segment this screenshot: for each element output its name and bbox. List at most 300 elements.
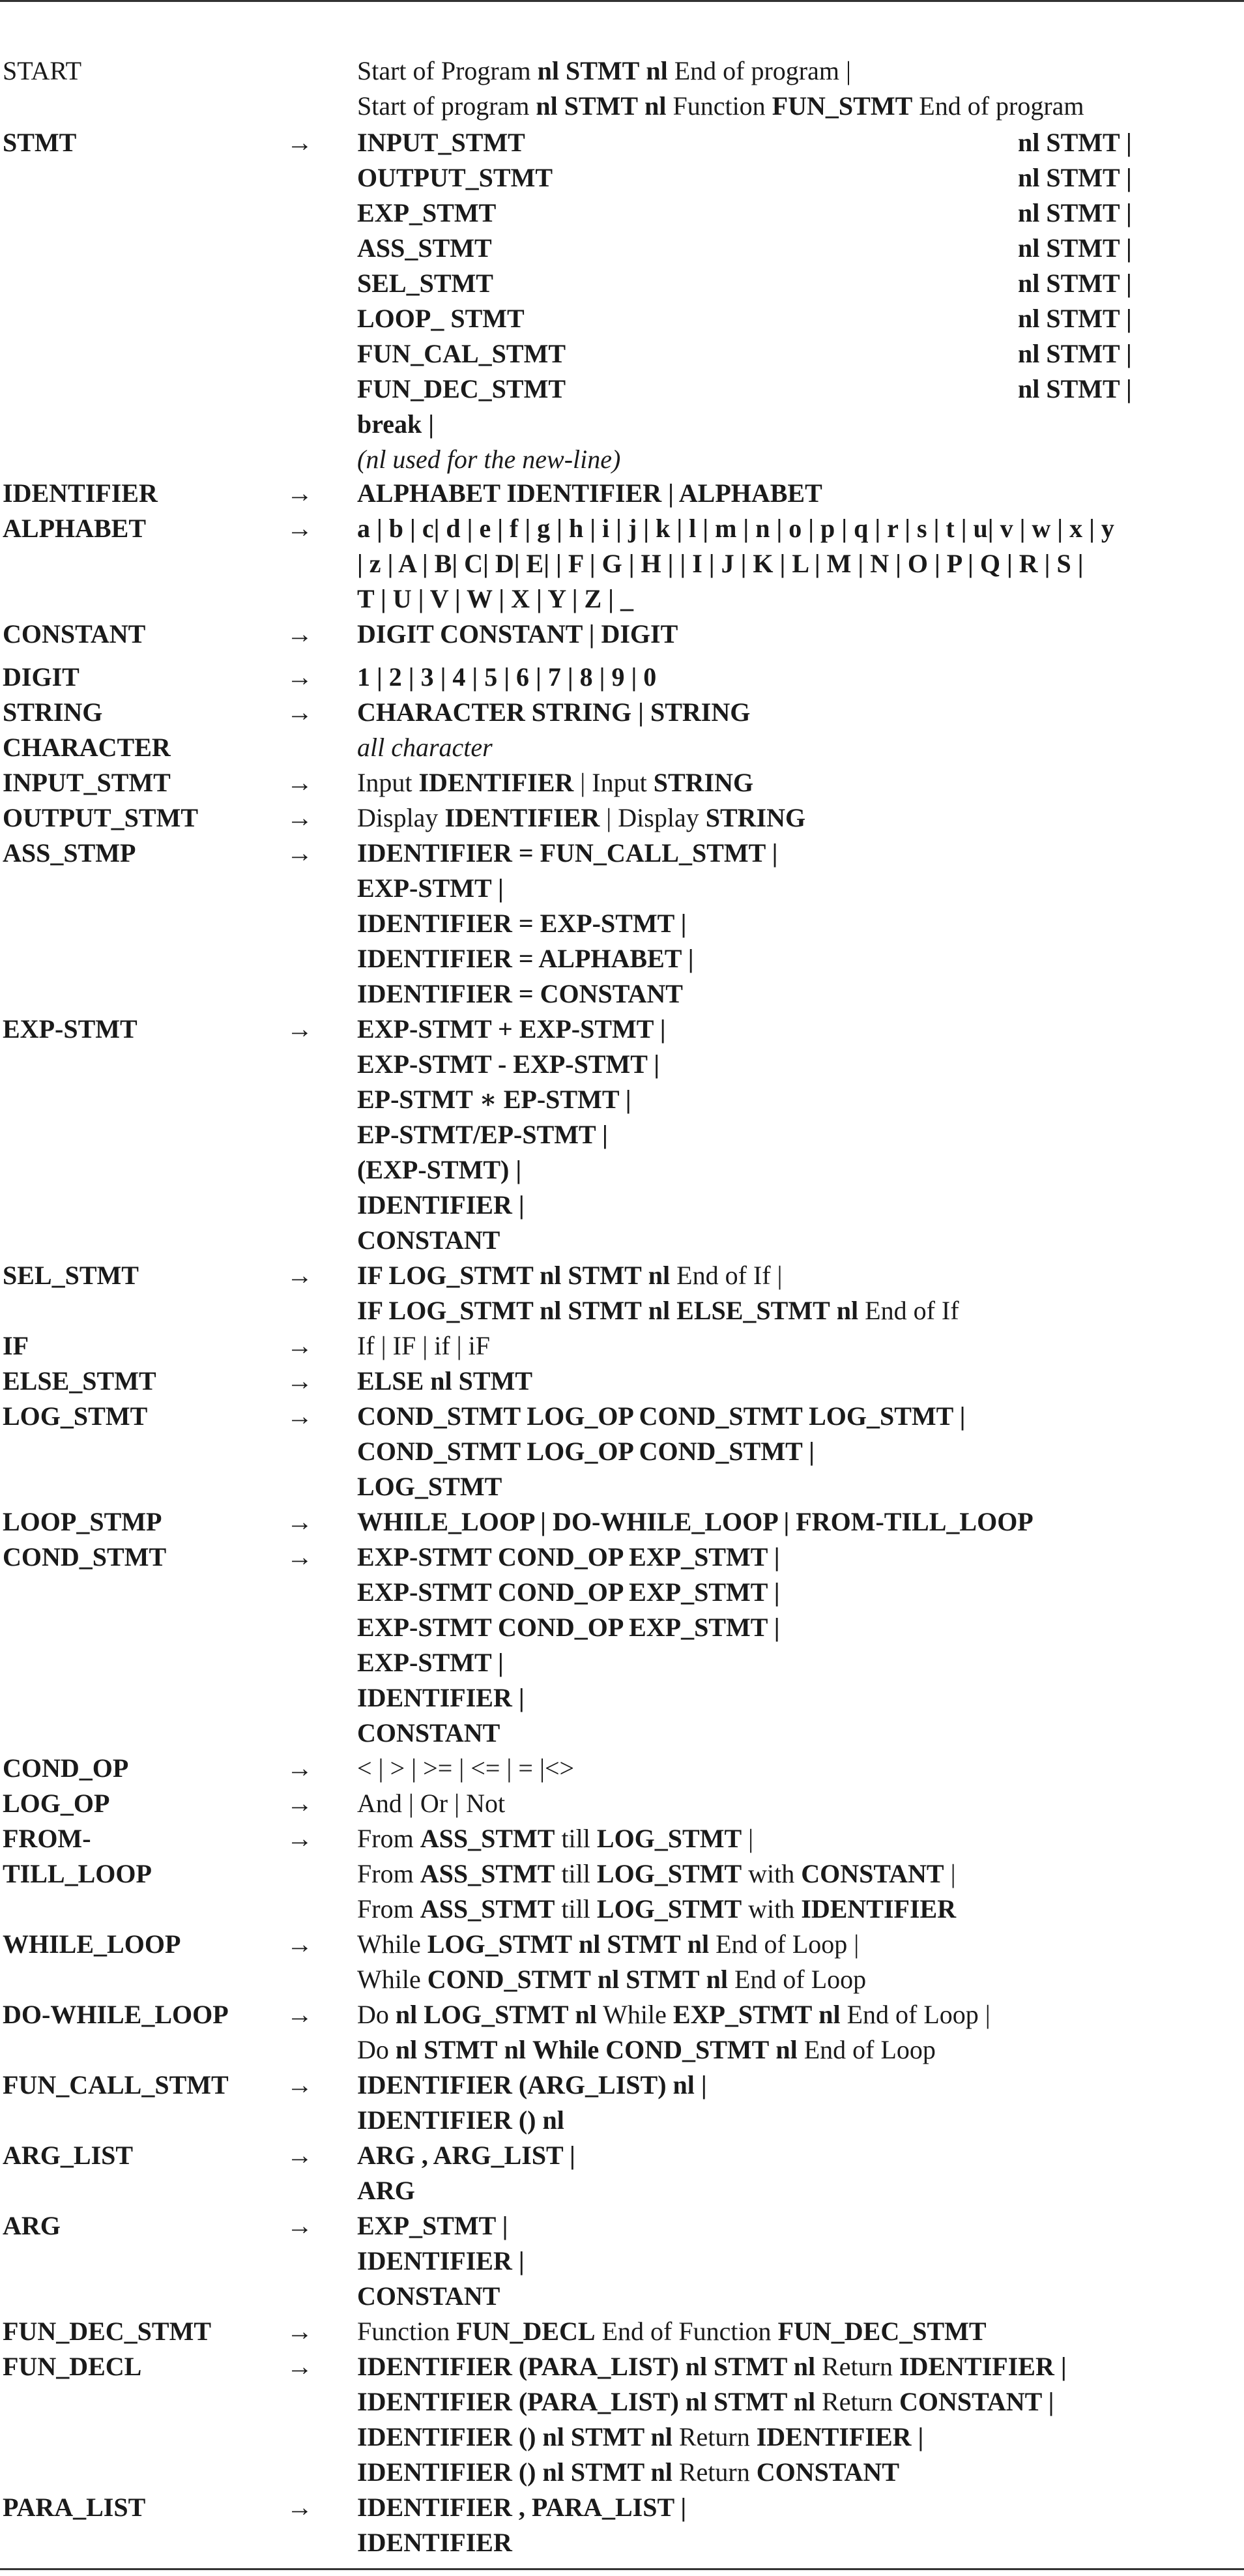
derives-arrow: → [287, 768, 313, 797]
rule-rhs-line [357, 695, 750, 730]
rhs-segment [619, 1965, 626, 1994]
rhs-segment: IDENTIFIER (ARG_LIST) nl | [357, 2070, 707, 2100]
rule-lhs: ARG [3, 2211, 61, 2240]
rule-rhs-line [357, 407, 434, 442]
rule-rhs-line [357, 2314, 987, 2349]
rhs-segment: LOG_STMT [596, 1894, 742, 1924]
rhs-segment: ASS_STMT [357, 233, 492, 263]
rhs-segment: End of Function [595, 2317, 778, 2346]
derives-arrow: → [287, 1014, 313, 1044]
rhs-segment: Display [357, 803, 445, 832]
rhs-segment [769, 2035, 775, 2064]
rhs-segment: FUN_DEC_STMT [357, 374, 566, 403]
rhs-segment: LOG_STMT [596, 1824, 742, 1853]
rhs-segment: End of program | [667, 56, 851, 85]
rhs-segment: IDENTIFIER [357, 2528, 512, 2557]
rule-lhs: LOG_OP [3, 1789, 110, 1818]
rhs-segment: nl [395, 2000, 418, 2029]
rule-rhs-line [357, 2525, 512, 2560]
rule-rhs-line [357, 1856, 956, 1892]
rule-rhs-line [357, 2173, 415, 2208]
rhs-segment: End of Loop | [709, 1929, 860, 1959]
rule-lhs: ELSE_STMT [3, 1366, 156, 1396]
rhs-segment: IDENTIFIER () nl STMT nl [357, 2457, 673, 2487]
rule-rhs-line [357, 2455, 899, 2490]
rule-lhs: ALPHABET [3, 514, 147, 543]
rhs-segment: Do [357, 2035, 396, 2064]
rhs-segment: ALPHABET IDENTIFIER | ALPHABET [357, 478, 822, 508]
rhs-segment: COND_STMT LOG_OP COND_STMT | [357, 1437, 815, 1466]
rhs-segment: a | b | c| d | e | f | g | h | i | j | k | l | m | n | o | p | q | r | s | t | u| v | w | x | y [357, 514, 1114, 543]
rule-rhs-line [357, 1540, 780, 1575]
rhs-segment: nl [687, 1929, 710, 1959]
rule-lhs: INPUT_STMT [3, 768, 171, 797]
derives-arrow: → [287, 1366, 313, 1396]
rhs-segment: | z | A | B| C| D| E| | F | G | H | | I | J | K | L | M | N | O | P | Q | R | S | [357, 549, 1084, 578]
rule-lhs: WHILE_LOOP [3, 1929, 181, 1959]
rule-rhs-line [357, 2068, 707, 2103]
rhs-segment: FUN_STMT [772, 91, 913, 121]
rhs-segment: EXP_STMT [357, 198, 497, 227]
rule-rhs-line [357, 1117, 608, 1152]
bottom-rule [0, 2568, 1244, 2570]
rhs-segment: IDENTIFIER (PARA_LIST) nl STMT nl [357, 2387, 816, 2416]
rhs-segment: ARG [357, 2176, 415, 2205]
rule-lhs: FUN_CALL_STMT [3, 2070, 229, 2100]
rhs-segment [561, 1261, 568, 1290]
rhs-segment: Return [672, 2422, 757, 2452]
rule-rhs-line [357, 1188, 525, 1223]
rule-rhs-line [357, 1082, 631, 1117]
rhs-segment: nl STMT | [1018, 339, 1132, 368]
rhs-segment: DIGIT CONSTANT | DIGIT [357, 619, 678, 649]
rhs-segment: End of If [858, 1296, 959, 1325]
rhs-segment: CONSTANT [801, 1859, 944, 1888]
rule-rhs-line [357, 2349, 1067, 2384]
rhs-segment: nl STMT | [1018, 163, 1132, 192]
rule-lhs: DO-WHILE_LOOP [3, 2000, 229, 2029]
derives-arrow: → [287, 128, 313, 157]
rule-rhs-line [357, 2490, 686, 2525]
derives-arrow: → [287, 2352, 313, 2381]
rhs-segment: ARG , ARG_LIST | [357, 2141, 575, 2170]
rule-rhs-line [357, 2032, 936, 2068]
rhs-segment: IDENTIFIER = CONSTANT [357, 979, 683, 1008]
rule-rhs-line [357, 1258, 783, 1293]
rhs-segment: IDENTIFIER () nl [357, 2105, 564, 2135]
rhs-segment: While COND_STMT [532, 2035, 770, 2064]
rule-rhs-line [357, 546, 1084, 581]
rhs-segment [600, 1929, 607, 1959]
rule-rhs-line [357, 2279, 500, 2314]
rule-rhs-line [357, 160, 1132, 196]
rhs-segment: EXP_STMT | [357, 2211, 508, 2240]
rhs-segment: nl [644, 91, 667, 121]
rule-lhs-continued: TILL_LOOP [3, 1859, 152, 1888]
rhs-segment: 1 | 2 | 3 | 4 | 5 | 6 | 7 | 8 | 9 | 0 [357, 662, 657, 692]
rule-lhs: CONSTANT [3, 619, 146, 649]
rhs-segment: nl STMT | [1018, 198, 1132, 227]
rhs-segment: End of Loop [797, 2035, 936, 2064]
rule-rhs-line [357, 1575, 780, 1610]
rhs-segment: STMT [565, 56, 640, 85]
rhs-segment: While [357, 1929, 427, 1959]
rhs-segment: STMT [568, 1296, 642, 1325]
rhs-segment: STRING [705, 803, 806, 832]
derives-arrow: → [287, 1824, 313, 1853]
rhs-segment: LOOP_ STMT [357, 304, 525, 333]
derives-arrow: → [287, 1261, 313, 1290]
rule-rhs-line [357, 1328, 490, 1364]
rhs-segment: | Input [573, 768, 654, 797]
rhs-segment: | Display [600, 803, 706, 832]
rule-lhs: COND_OP [3, 1753, 129, 1783]
rhs-segment: nl STMT | [1018, 128, 1132, 157]
rule-rhs-line [357, 125, 1132, 160]
rhs-segment: nl [648, 1296, 671, 1325]
derives-arrow: → [287, 1331, 313, 1360]
rhs-segment: Return [815, 2352, 899, 2381]
rhs-segment [558, 91, 564, 121]
rule-lhs: DIGIT [3, 662, 80, 692]
rhs-segment: IDENTIFIER | [357, 1190, 525, 1220]
rhs-segment: | [944, 1859, 956, 1888]
rule-rhs-line [357, 765, 753, 800]
rule-lhs: COND_STMT [3, 1542, 167, 1572]
rule-lhs: CHARACTER [3, 733, 171, 762]
rhs-segment [700, 1965, 706, 1994]
rhs-segment [498, 2035, 504, 2064]
rule-rhs-line [357, 941, 694, 976]
rhs-segment [639, 56, 646, 85]
rhs-segment: Function [666, 91, 772, 121]
derives-arrow: → [287, 1929, 313, 1959]
derives-arrow: → [287, 2070, 313, 2100]
rule-rhs-line [357, 836, 777, 871]
rule-rhs-line [357, 2384, 1054, 2420]
rule-rhs-line [357, 1293, 959, 1328]
derives-arrow: → [287, 2000, 313, 2029]
rule-rhs-line [357, 372, 1132, 407]
rhs-segment [561, 1296, 568, 1325]
rhs-segment: nl [836, 1296, 859, 1325]
rhs-segment: LOG_STMT [357, 1472, 502, 1501]
rule-rhs-line [357, 1399, 965, 1434]
rhs-segment: till [555, 1824, 597, 1853]
rhs-segment: nl STMT | [1018, 233, 1132, 263]
rule-lhs: OUTPUT_STMT [3, 803, 199, 832]
rhs-segment: IDENTIFIER | [756, 2422, 924, 2452]
rhs-segment: IDENTIFIER [801, 1894, 957, 1924]
rhs-segment: ASS_STMT [420, 1859, 555, 1888]
rule-rhs-line [357, 2420, 923, 2455]
rhs-segment: WHILE_LOOP | DO-WHILE_LOOP | FROM-TILL_LOOP [357, 1507, 1034, 1536]
rhs-segment: EXP-STMT + EXP-STMT | [357, 1014, 666, 1044]
rule-rhs-line [357, 1962, 866, 1997]
derives-arrow: → [287, 1542, 313, 1572]
rhs-segment: FUN_DEC_STMT [777, 2317, 987, 2346]
derives-arrow: → [287, 2317, 313, 2346]
rhs-segment: break | [357, 409, 435, 439]
rhs-segment: FUN_CAL_STMT [357, 339, 566, 368]
rhs-segment: IDENTIFIER | [357, 1683, 525, 1712]
rule-rhs-line [357, 581, 633, 617]
rule-rhs-line [357, 1504, 1034, 1540]
rule-rhs-line [357, 1927, 859, 1962]
rule-rhs-line [357, 730, 493, 765]
top-rule [0, 0, 1244, 2]
rhs-segment [572, 1929, 579, 1959]
rhs-segment: End of program [912, 91, 1084, 121]
rhs-segment: ASS_STMT [420, 1894, 555, 1924]
rule-rhs-line [357, 336, 1132, 372]
derives-arrow: → [287, 514, 313, 543]
rule-lhs: IDENTIFIER [3, 478, 158, 508]
rhs-segment: IDENTIFIER | [899, 2352, 1067, 2381]
rule-lhs: EXP-STMT [3, 1014, 137, 1044]
rhs-segment: LOG_STMT [596, 1859, 742, 1888]
rhs-segment: ELSE nl STMT [357, 1366, 533, 1396]
rhs-segment: IDENTIFIER [444, 803, 600, 832]
rule-lhs: ASS_STMP [3, 838, 136, 868]
rhs-segment: IDENTIFIER = ALPHABET | [357, 944, 694, 973]
rhs-segment: IDENTIFIER () nl STMT nl [357, 2422, 673, 2452]
rhs-segment: STMT [607, 1929, 681, 1959]
derives-arrow: → [287, 1753, 313, 1783]
rhs-segment: LOG_STMT [427, 1929, 572, 1959]
rhs-segment [591, 1965, 598, 1994]
rhs-segment [681, 1929, 687, 1959]
rhs-segment [569, 2000, 575, 2029]
rhs-segment: with [742, 1894, 802, 1924]
rhs-segment: nl [775, 2035, 798, 2064]
rhs-segment: with [742, 1859, 802, 1888]
rhs-segment: ELSE_STMT [676, 1296, 830, 1325]
rhs-segment: STMT [424, 2035, 498, 2064]
rhs-segment: Return [672, 2457, 757, 2487]
rule-rhs-line [357, 231, 1132, 266]
rhs-segment: Input [357, 768, 419, 797]
rhs-segment: EXP-STMT COND_OP EXP_STMT | [357, 1613, 780, 1642]
rule-rhs-line [357, 476, 822, 511]
rhs-segment [830, 1296, 837, 1325]
rule-lhs: STRING [3, 697, 103, 727]
rhs-segment: nl [575, 2000, 597, 2029]
rule-rhs-line [357, 2244, 525, 2279]
rhs-segment: And | Or | Not [357, 1789, 506, 1818]
rule-rhs-line [357, 2103, 564, 2138]
rhs-segment: Function [357, 2317, 457, 2346]
derives-arrow: → [287, 1507, 313, 1536]
derives-arrow: → [287, 838, 313, 868]
rule-rhs-line [357, 442, 620, 477]
rhs-segment: STMT [568, 1261, 642, 1290]
rhs-segment: STRING [653, 768, 754, 797]
rule-lhs: START [3, 56, 82, 85]
rhs-segment: IDENTIFIER = FUN_CALL_STMT | [357, 838, 778, 868]
rhs-segment: SEL_STMT [357, 269, 493, 298]
rule-rhs-line [357, 89, 1084, 124]
rhs-segment: IF LOG_STMT [357, 1261, 540, 1290]
rhs-segment: End of If | [670, 1261, 783, 1290]
rhs-segment: FUN_DECL [456, 2317, 596, 2346]
rule-rhs-line [357, 1047, 659, 1082]
rule-rhs-line [357, 1610, 780, 1645]
rhs-segment: nl [597, 1965, 620, 1994]
rule-rhs-line [357, 1680, 525, 1716]
rule-lhs: IF [3, 1331, 29, 1360]
derives-arrow: → [287, 697, 313, 727]
rhs-segment: nl [818, 2000, 841, 2029]
rhs-segment [417, 2035, 424, 2064]
rule-rhs-line [357, 2138, 575, 2173]
rhs-segment: EP-STMT ∗ EP-STMT | [357, 1085, 631, 1114]
rhs-segment: nl [395, 2035, 418, 2064]
rule-lhs: PARA_LIST [3, 2493, 146, 2522]
rhs-segment: IDENTIFIER [418, 768, 574, 797]
rhs-segment: ASS_STMT [420, 1824, 555, 1853]
rhs-segment: (nl used for the new-line) [357, 445, 621, 474]
rhs-segment: nl [648, 1261, 671, 1290]
rule-rhs-line [357, 1012, 666, 1047]
rhs-segment: EXP-STMT - EXP-STMT | [357, 1049, 660, 1079]
rule-rhs-line [357, 2208, 508, 2244]
rhs-segment: Return [815, 2387, 899, 2416]
rhs-segment: T | U | V | W | X | Y | Z | _ [357, 584, 633, 613]
rhs-segment: nl [540, 1261, 562, 1290]
rhs-segment: IDENTIFIER , PARA_LIST | [357, 2493, 687, 2522]
rhs-segment [417, 2000, 424, 2029]
rhs-segment [642, 1261, 648, 1290]
rhs-segment: End of Loop | [840, 2000, 991, 2029]
rule-rhs-line [357, 196, 1132, 231]
rhs-segment: While [596, 2000, 673, 2029]
rhs-segment: nl STMT | [1018, 374, 1132, 403]
rule-lhs: STMT [3, 128, 77, 157]
rule-lhs: FUN_DECL [3, 2352, 142, 2381]
rule-rhs-line [357, 1469, 502, 1504]
rhs-segment: Do [357, 2000, 396, 2029]
rhs-segment: nl [536, 91, 558, 121]
rhs-segment: CONSTANT [756, 2457, 899, 2487]
rhs-segment: If | IF | if | iF [357, 1331, 491, 1360]
rhs-segment: nl [646, 56, 668, 85]
rhs-segment: nl STMT | [1018, 304, 1132, 333]
rhs-segment: EXP_STMT [673, 2000, 813, 2029]
rhs-segment: From [357, 1824, 420, 1853]
rule-rhs-line [357, 1821, 753, 1856]
rhs-segment: COND_STMT [427, 1965, 591, 1994]
rhs-segment: EP-STMT/EP-STMT | [357, 1120, 608, 1149]
rhs-segment: Start of Program [357, 56, 538, 85]
rhs-segment: EXP-STMT COND_OP EXP_STMT | [357, 1542, 780, 1572]
rhs-segment: From [357, 1859, 420, 1888]
derives-arrow: → [287, 478, 313, 508]
rhs-segment: Start of program [357, 91, 536, 121]
rhs-segment: CONSTANT [357, 1225, 500, 1255]
rhs-segment: < | > | >= | <= | = |<> [357, 1753, 575, 1783]
rule-lhs: FUN_DEC_STMT [3, 2317, 212, 2346]
rhs-segment: nl [579, 1929, 601, 1959]
derives-arrow: → [287, 1401, 313, 1431]
rhs-segment: till [555, 1859, 597, 1888]
rule-rhs-line [357, 1434, 815, 1469]
rhs-segment: nl [540, 1296, 562, 1325]
rule-rhs-line [357, 1645, 504, 1680]
rhs-segment: IDENTIFIER (PARA_LIST) nl STMT nl [357, 2352, 816, 2381]
rule-rhs-line [357, 1716, 500, 1751]
rule-rhs-line [357, 1751, 574, 1786]
rhs-segment: CONSTANT [357, 2281, 500, 2311]
rule-rhs-line [357, 976, 683, 1012]
rhs-segment: End of Loop [727, 1965, 867, 1994]
rhs-segment: nl [706, 1965, 728, 1994]
rhs-segment: EXP-STMT | [357, 1648, 504, 1677]
rhs-segment: IDENTIFIER = EXP-STMT | [357, 909, 687, 938]
rhs-segment: From [357, 1894, 420, 1924]
rhs-segment: CONSTANT [357, 1718, 500, 1748]
rhs-segment: CONSTANT | [899, 2387, 1054, 2416]
derives-arrow: → [287, 662, 313, 692]
rhs-segment: all character [357, 733, 493, 762]
rhs-segment: EXP-STMT | [357, 873, 504, 903]
rhs-segment: nl [537, 56, 559, 85]
rhs-segment: While [357, 1965, 427, 1994]
rule-lhs: LOG_STMT [3, 1401, 148, 1431]
rule-rhs-line [357, 617, 678, 652]
derives-arrow: → [287, 619, 313, 649]
rule-rhs-line [357, 871, 504, 906]
rhs-segment [670, 1296, 676, 1325]
rule-rhs-line [357, 660, 656, 695]
rhs-segment: COND_STMT LOG_OP COND_STMT LOG_STMT | [357, 1401, 966, 1431]
rule-rhs-line [357, 1152, 521, 1188]
rule-rhs-line [357, 1786, 505, 1821]
rhs-segment: IF LOG_STMT [357, 1296, 540, 1325]
rule-rhs-line [357, 906, 686, 941]
rule-lhs: FROM- [3, 1824, 91, 1853]
rule-rhs-line [357, 266, 1132, 301]
rhs-segment: EXP-STMT COND_OP EXP_STMT | [357, 1577, 780, 1607]
rhs-segment: nl [504, 2035, 526, 2064]
rhs-segment: INPUT_STMT [357, 128, 525, 157]
rhs-segment: STMT [626, 1965, 700, 1994]
rule-lhs: ARG_LIST [3, 2141, 134, 2170]
rhs-segment: nl STMT | [1018, 269, 1132, 298]
rule-rhs-line [357, 1997, 991, 2032]
rule-rhs-line [357, 1364, 532, 1399]
rhs-segment [812, 2000, 818, 2029]
derives-arrow: → [287, 803, 313, 832]
rule-rhs-line [357, 800, 805, 836]
derives-arrow: → [287, 2211, 313, 2240]
derives-arrow: → [287, 2493, 313, 2522]
rhs-segment: (EXP-STMT) | [357, 1155, 522, 1184]
rule-lhs: SEL_STMT [3, 1261, 139, 1290]
rhs-segment: OUTPUT_STMT [357, 163, 553, 192]
rhs-segment: CHARACTER STRING | STRING [357, 697, 751, 727]
rule-rhs-line [357, 53, 851, 89]
rhs-segment [526, 2035, 532, 2064]
rhs-segment [559, 56, 566, 85]
rhs-segment [638, 91, 644, 121]
rhs-segment [642, 1296, 648, 1325]
rule-rhs-line [357, 1892, 956, 1927]
rhs-segment: | [742, 1824, 754, 1853]
rhs-segment: IDENTIFIER | [357, 2246, 525, 2276]
rhs-segment: LOG_STMT [424, 2000, 569, 2029]
rhs-segment: STMT [564, 91, 639, 121]
